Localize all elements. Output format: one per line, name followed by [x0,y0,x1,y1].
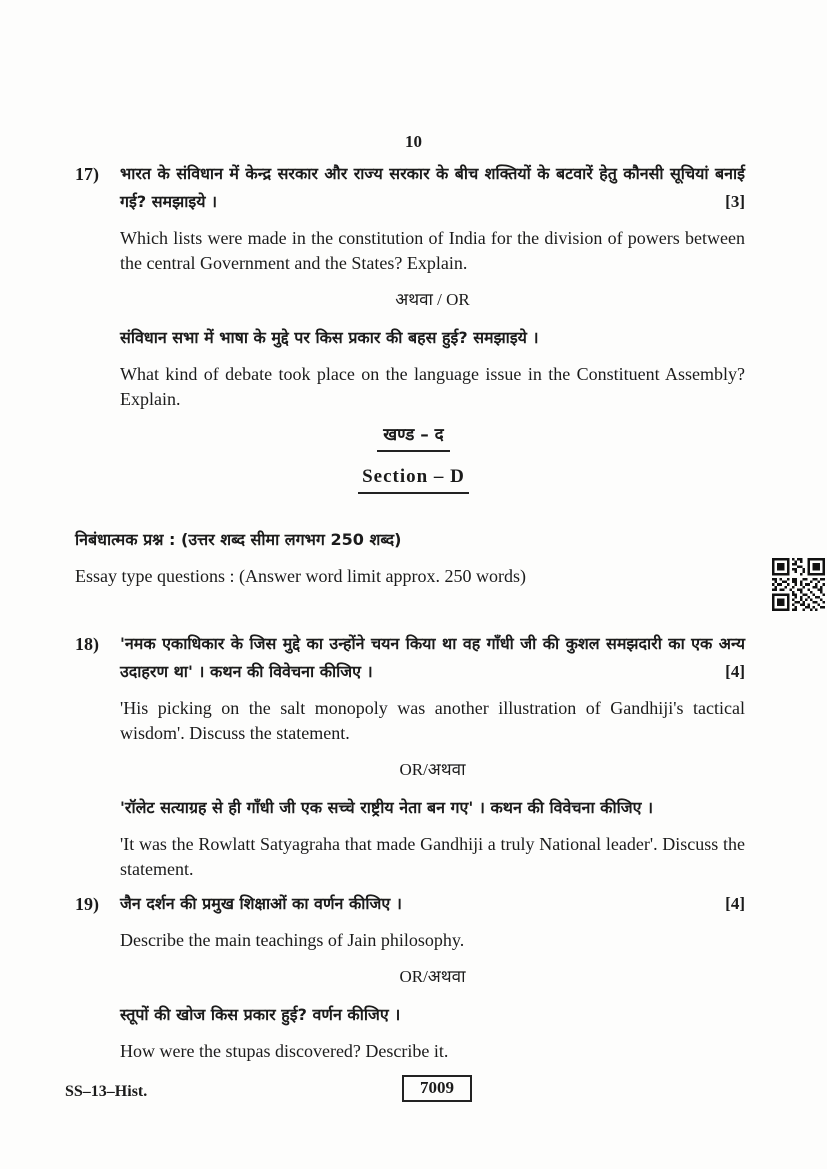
question-17 [75,160,745,412]
question-17-number: 17) [75,164,99,184]
paper-code: SS–13–Hist. [65,1083,148,1100]
essay-note-english: Essay type questions : (Answer word limit approx. 250 words) [75,566,526,586]
paper-number-box: 7009 [402,1075,472,1102]
question-17-alt-hindi-text: संविधान सभा में भाषा के मुद्दे पर किस प्रकार की बहस हुई? समझाइये । [120,328,539,347]
page-number: 10 [405,132,422,151]
essay-note-hindi: निबंधात्मक प्रश्न : (उत्तर शब्द सीमा लगभग 250 शब्द) [75,530,402,549]
question-18-english-text: 'His picking on the salt monopoly was another illustration of Gandhiji's tactical wisdom'. Discuss the statement. [120,698,745,743]
question-19-alt-english-text: How were the stupas discovered? Describe it. [120,1041,449,1061]
question-18-number: 18) [75,634,99,654]
section-heading-hindi: खण्ड – द [377,422,449,452]
question-19-or-separator: OR/अथवा [399,967,466,986]
question-19-alt-hindi-text: स्तूपों की खोज किस प्रकार हुई? वर्णन कीजिए । [120,1005,401,1024]
question-18 [75,630,745,882]
question-17-marks: [3] [725,192,745,211]
question-17-english-text: Which lists were made in the constitution of India for the division of powers between the central Government and the States? Explain. [120,228,745,273]
question-18-or-separator: OR/अथवा [399,760,466,779]
question-18-alt-english-text: 'It was the Rowlatt Satyagraha that made Gandhiji a truly National leader'. Discuss the statement. [120,834,745,879]
qr-code-icon [772,557,825,612]
question-19-marks: [4] [725,894,745,913]
essay-note [75,527,745,589]
question-19-hindi-text: जैन दर्शन की प्रमुख शिक्षाओं का वर्णन कीजिए । [120,894,402,913]
question-17-hindi-text: भारत के संविधान में केन्द्र सरकार और राज्य सरकार के बीच शक्तियों के बटवारें हेतु कौनसी सूचियां बनाई गई? समझाइये । [120,164,745,211]
question-17-alt-english-text: What kind of debate took place on the language issue in the Constituent Assembly? Explain. [120,364,745,409]
question-19-number: 19) [75,894,99,914]
question-17-or-separator: अथवा / OR [395,290,470,309]
page-footer [0,1075,827,1115]
question-19 [75,890,745,1064]
question-19-english-text: Describe the main teachings of Jain philosophy. [120,930,465,950]
section-heading-english: Section – D [358,466,469,494]
question-18-hindi-text: 'नमक एकाधिकार के जिस मुद्दे का उन्होंने चयन किया था वह गाँधी जी की कुशल समझदारी का एक अन्य उदाहरण था' । कथन की विवेचना कीजिए । [120,634,745,681]
question-18-marks: [4] [725,662,745,681]
question-18-alt-hindi-text: 'रॉलेट सत्याग्रह से ही गाँधी जी एक सच्चे राष्ट्रीय नेता बन गए' । कथन की विवेचना कीजिए । [120,798,654,817]
section-heading [0,422,827,494]
